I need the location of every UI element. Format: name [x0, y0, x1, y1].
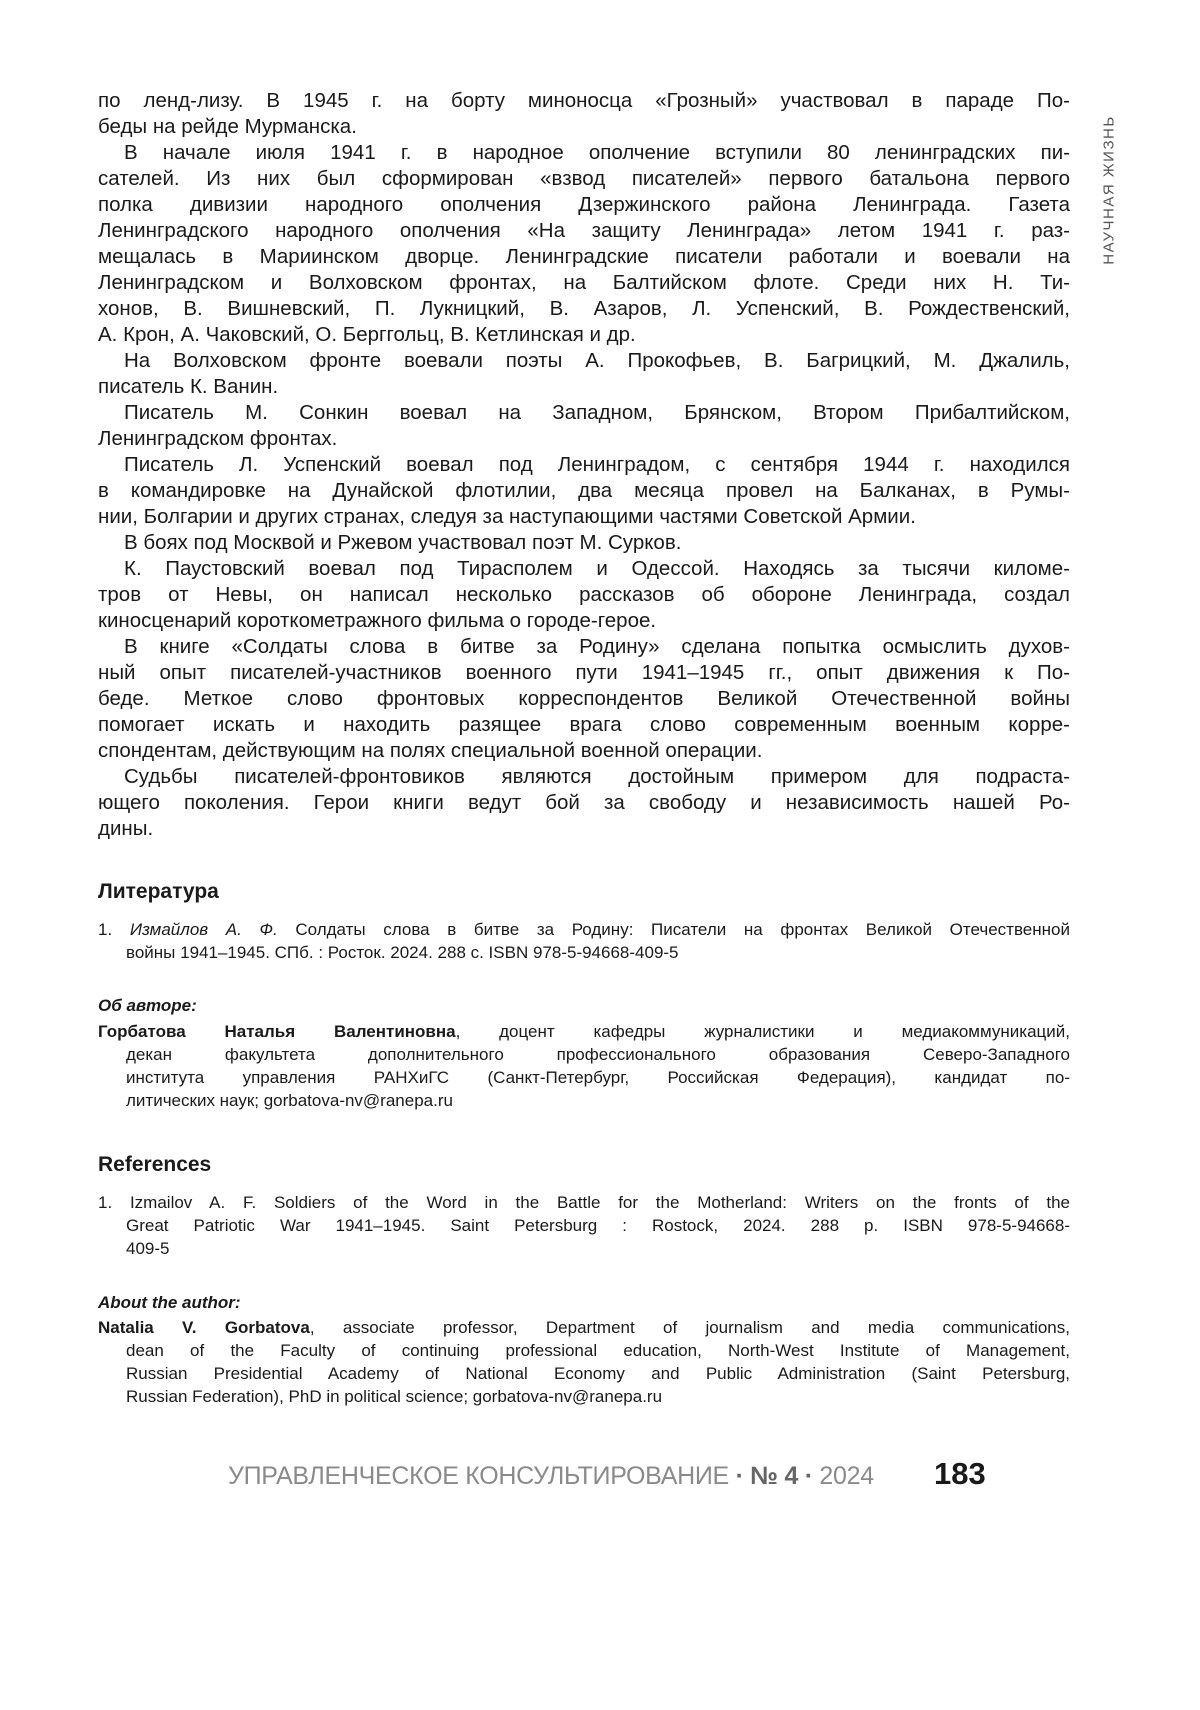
paragraph: [98, 634, 1070, 764]
paragraph-line: сателей. Из них был сформирован «взвод писателей» первого батальона первого: [98, 166, 1070, 192]
paragraph-line: Судьбы писателей-фронтовиков являются достойным примером для подраста-: [98, 764, 1070, 790]
text-line: 1. Измайлов А. Ф. Солдаты слова в битве за Родину: Писатели на фронтах Великой Отечественной: [98, 918, 1070, 941]
paragraph-line: ный опыт писателей-участников военного пути 1941–1945 гг., опыт движения к По-: [98, 660, 1070, 686]
text-line: Russian Presidential Academy of National Economy and Public Administration (Saint Petersburg,: [98, 1362, 1070, 1385]
paragraph-line: Писатель Л. Успенский воевал под Ленинградом, с сентября 1944 г. находился: [98, 452, 1070, 478]
text-line: dean of the Faculty of continuing professional education, North-West Institute of Management,: [98, 1339, 1070, 1362]
text-line: Great Patriotic War 1941–1945. Saint Petersburg : Rostock, 2024. 288 p. ISBN 978-5-94668-: [98, 1214, 1070, 1237]
about-author-en: [98, 1316, 1070, 1408]
paragraph-line: дины.: [98, 816, 1070, 842]
paragraph-line: по ленд-лизу. В 1945 г. на борту миноносца «Грозный» участвовал в параде По-: [98, 88, 1070, 114]
paragraph: [98, 140, 1070, 348]
paragraph-line: Ленинградском фронтах.: [98, 426, 1070, 452]
about-author-ru-heading: Об авторе:: [98, 996, 197, 1016]
paragraph-line: помогает искать и находить разящее врага слово современным военным корре-: [98, 712, 1070, 738]
paragraph: [98, 556, 1070, 634]
paragraph-line: На Волховском фронте воевали поэты А. Прокофьев, В. Багрицкий, М. Джалиль,: [98, 348, 1070, 374]
paragraph-line: ющего поколения. Герои книги ведут бой за свободу и независимость нашей Ро-: [98, 790, 1070, 816]
paragraph: [98, 88, 1070, 140]
paragraph-line: писатель К. Ванин.: [98, 374, 1070, 400]
text-line: литических наук; gorbatova-nv@ranepa.ru: [98, 1089, 1070, 1112]
paragraph: [98, 400, 1070, 452]
references-heading: References: [98, 1153, 211, 1177]
text-line: института управления РАНХиГС (Санкт-Петербург, Российская Федерация), кандидат по-: [98, 1066, 1070, 1089]
paragraph: [98, 764, 1070, 842]
text-line: 409-5: [98, 1237, 1070, 1260]
paragraph-line: мещалась в Мариинском дворце. Ленинградские писатели работали и воевали на: [98, 244, 1070, 270]
paragraph-line: беде. Меткое слово фронтовых корреспондентов Великой Отечественной войны: [98, 686, 1070, 712]
paragraph-line: В боях под Москвой и Ржевом участвовал поэт М. Сурков.: [98, 530, 1070, 556]
paragraph-line: В начале июля 1941 г. в народное ополчение вступили 80 ленинградских пи-: [98, 140, 1070, 166]
paragraph-line: в командировке на Дунайской флотилии, два месяца провел на Балканах, в Румы-: [98, 478, 1070, 504]
literature-heading: Литература: [98, 880, 219, 904]
article-body: [98, 88, 1070, 842]
text-line: войны 1941–1945. СПб. : Росток. 2024. 288 с. ISBN 978-5-94668-409-5: [98, 941, 1070, 964]
literature-list: [98, 918, 1070, 964]
references-list: [98, 1191, 1070, 1260]
paragraph-line: К. Паустовский воевал под Тирасполем и Одессой. Находясь за тысячи киломе-: [98, 556, 1070, 582]
text-line: Russian Federation), PhD in political science; gorbatova-nv@ranepa.ru: [98, 1385, 1070, 1408]
paragraph-line: Ленинградского народного ополчения «На защиту Ленинграда» летом 1941 г. раз-: [98, 218, 1070, 244]
paragraph: [98, 530, 1070, 556]
page-number: 183: [934, 1456, 986, 1492]
paragraph-line: нии, Болгарии и других странах, следуя за наступающими частями Советской Армии.: [98, 504, 1070, 530]
issue-year: 2024: [819, 1462, 873, 1490]
paragraph-line: А. Крон, А. Чаковский, О. Берггольц, В. Кетлинская и др.: [98, 322, 1070, 348]
about-author-en-heading: About the author:: [98, 1293, 241, 1313]
paragraph-line: киносценарий короткометражного фильма о городе-герое.: [98, 608, 1070, 634]
paragraph-line: тров от Невы, он написал несколько рассказов об обороне Ленинграда, создал: [98, 582, 1070, 608]
text-line: 1. Izmailov A. F. Soldiers of the Word in the Battle for the Motherland: Writers on the fronts of the: [98, 1191, 1070, 1214]
paragraph-line: спондентам, действующим на полях специальной военной операции.: [98, 738, 1070, 764]
journal-name: УПРАВЛЕНЧЕСКОЕ КОНСУЛЬТИРОВАНИЕ: [228, 1462, 729, 1490]
paragraph-line: беды на рейде Мурманска.: [98, 114, 1070, 140]
section-label-text: НАУЧНАЯ ЖИЗНЬ: [1101, 115, 1118, 264]
paragraph-line: Писатель М. Сонкин воевал на Западном, Брянском, Втором Прибалтийском,: [98, 400, 1070, 426]
about-author-ru: [98, 1020, 1070, 1112]
issue-number: № 4: [750, 1462, 798, 1490]
text-line: Горбатова Наталья Валентиновна, доцент кафедры журналистики и медиакоммуникаций,: [98, 1020, 1070, 1043]
paragraph-line: Ленинградском и Волховском фронтах, на Балтийском флоте. Среди них Н. Ти-: [98, 270, 1070, 296]
text-line: декан факультета дополнительного профессионального образования Северо-Западного: [98, 1043, 1070, 1066]
paragraph: [98, 452, 1070, 530]
section-label: [1098, 100, 1120, 280]
paragraph-line: В книге «Солдаты слова в битве за Родину» сделана попытка осмыслить духов-: [98, 634, 1070, 660]
journal-footer: УПРАВЛЕНЧЕСКОЕ КОНСУЛЬТИРОВАНИЕ · № 4 · 2024: [228, 1462, 874, 1491]
paragraph-line: хонов, В. Вишневский, П. Лукницкий, В. Азаров, Л. Успенский, В. Рождественский,: [98, 296, 1070, 322]
paragraph-line: полка дивизии народного ополчения Дзержинского района Ленинграда. Газета: [98, 192, 1070, 218]
text-line: Natalia V. Gorbatova, associate professor, Department of journalism and media communications,: [98, 1316, 1070, 1339]
paragraph: [98, 348, 1070, 400]
